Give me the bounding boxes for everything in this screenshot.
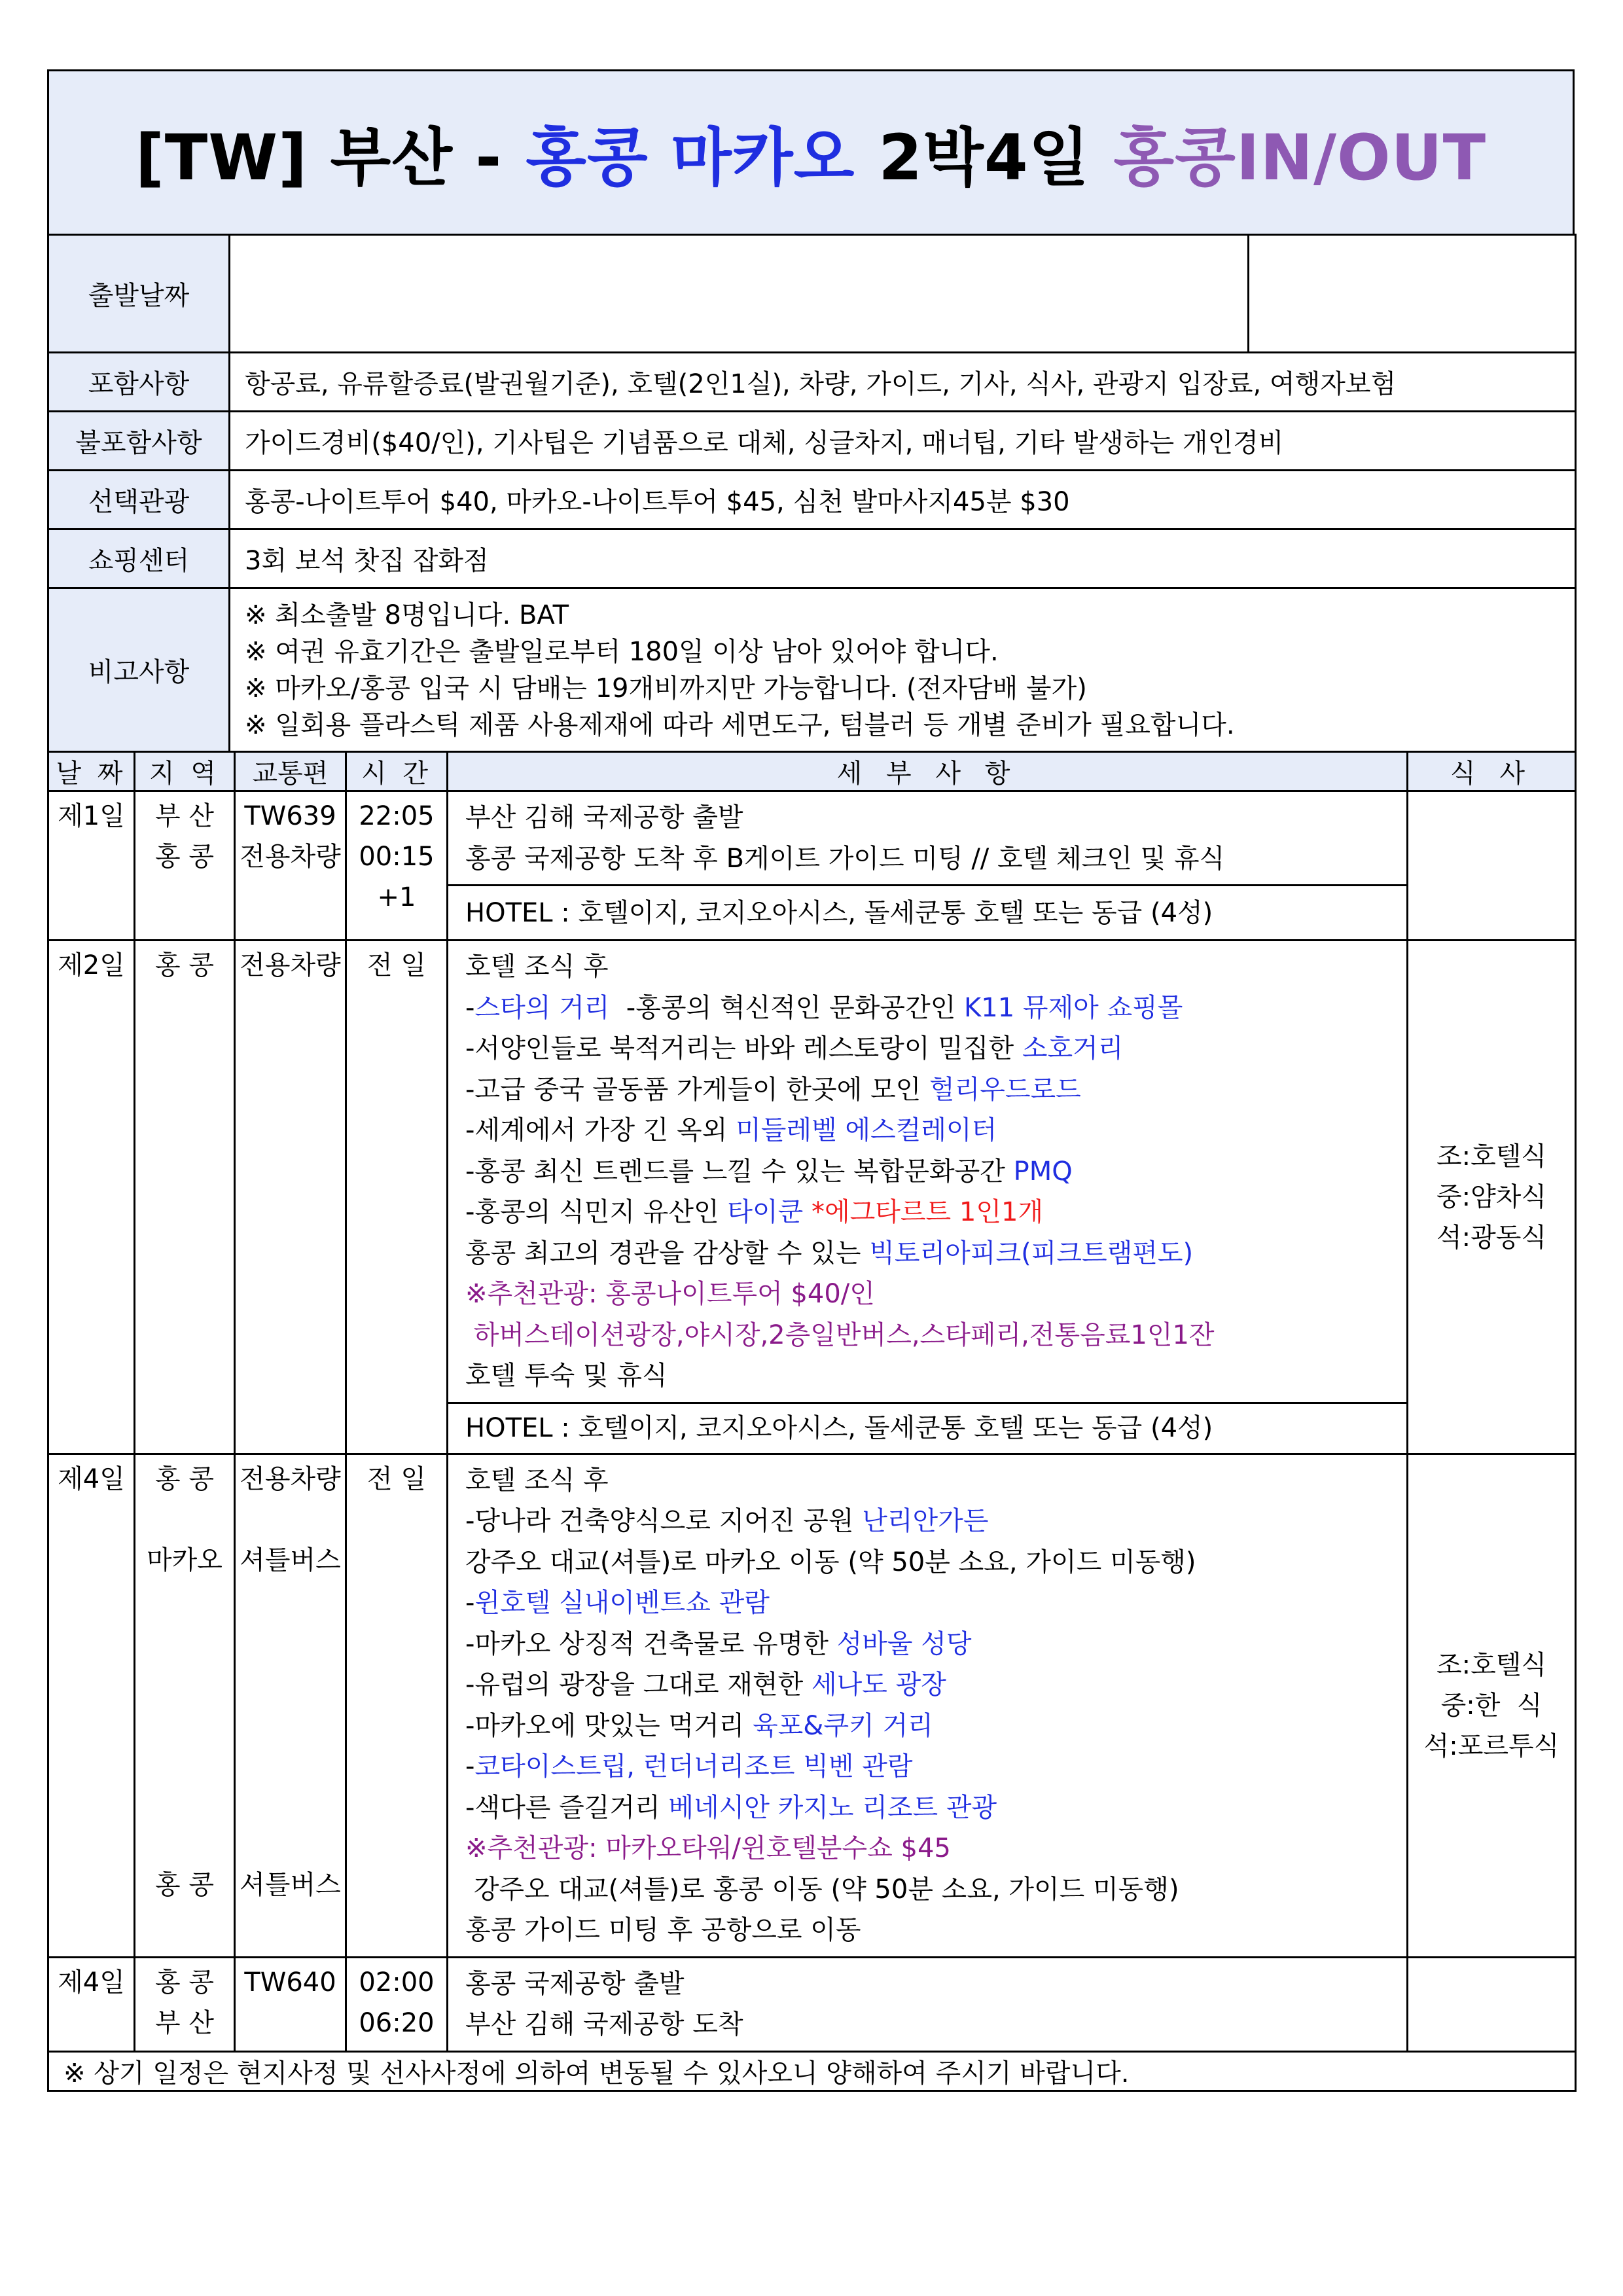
detail-text: -마카오에 맛있는 먹거리 [465,1710,753,1741]
title-part-inout: 홍콩IN/OUT [1113,120,1487,194]
meal-item: 중:한 식 [1440,1690,1543,1721]
day4-transport [235,1957,346,2051]
optional-value: 홍콩-나이트투어 $40, 마카오-나이트투어 $45, 심천 발마사지45분 $30 [230,471,1576,529]
detail-line [465,1028,1389,1069]
detail-line: 홍콩 국제공항 출발 [465,1968,685,1999]
recommended-tour: ※추천관광: 마카오타워/윈호텔분수쇼 $45 [465,1833,951,1863]
day2-meals [1408,941,1576,1454]
detail-line [465,1192,1389,1233]
detail-line: 홍콩 가이드 미팅 후 공항으로 이동 [465,1915,861,1945]
time-item: 전 일 [367,950,426,980]
detail-line: 호텔 조식 후 [465,1465,609,1496]
remarks-list [230,588,1576,752]
detail-line [465,1151,1389,1193]
meal-item: 조:호텔식 [1436,1649,1547,1680]
detail-line [465,1664,1389,1706]
attraction-wynn-show: 윈호텔 실내이벤트쇼 관람 [474,1588,770,1618]
transport-item: 셔틀버스 [240,1545,341,1575]
recommended-tour-detail: 하버스테이션광장,야시장,2층일반버스,스타페리,전통음료1인1잔 [465,1319,1215,1350]
day3-region [135,1454,235,1957]
detail-line [465,1706,1389,1747]
detail-text: -마카오 상징적 건축물로 유명한 [465,1628,837,1659]
departure-label: 출발날짜 [48,235,230,353]
info-table [47,234,1577,753]
transport-item: 셔틀버스 [240,1869,341,1900]
attraction-st-paul: 성바울 성당 [836,1628,972,1659]
schedule-header [48,752,1576,791]
recommended-tour: ※추천관광: 홍콩나이트투어 $40/인 [465,1279,875,1309]
header-details: 세 부 사 항 [448,752,1408,791]
detail-text: -홍콩 최신 트렌드를 느낄 수 있는 복합문화공간 [465,1156,1014,1187]
transport-item: 전용차량 [240,1463,341,1494]
transport-item: TW639 [244,801,336,831]
region-item: 홍 콩 [155,1967,214,1998]
day3-row [48,1454,1576,1957]
detail-text: -고급 중국 골동품 가게들이 한곳에 모인 [465,1074,929,1105]
excluded-row [48,412,1576,471]
day2-day: 제2일 [48,941,135,1454]
detail-text: 홍콩 최고의 경관을 감상할 수 있는 [465,1238,870,1268]
excluded-value: 가이드경비($40/인), 기사팁은 기념품으로 대체, 싱글차지, 매너팁, 기타 발생하는 개인경비 [230,412,1576,471]
region-item: 홍 콩 [155,842,214,872]
region-item: 부 산 [155,2007,214,2038]
region-item: 홍 콩 [155,1463,214,1494]
detail-line [465,1787,1389,1829]
time-item: 전 일 [367,1463,426,1494]
detail-line: 강주오 대교(셔틀)로 홍콩 이동 (약 50분 소요, 가이드 미동행) [465,1874,1179,1905]
included-value: 항공료, 유류할증료(발권월기준), 호텔(2인1실), 차량, 가이드, 기사, 식사, 관광지 입장료, 여행자보험 [230,353,1576,412]
detail-line [465,1110,1389,1151]
transport-item: 전용차량 [240,950,341,980]
detail-line: 부산 김해 국제공항 출발 [465,802,743,833]
day2-hotel: HOTEL : 호텔이지, 코지오아시스, 돌세쿤통 호텔 또는 동급 (4성) [448,1403,1408,1454]
detail-text: - [465,992,475,1023]
header-day: 날 짜 [48,752,135,791]
detail-line [465,1069,1389,1111]
departure-row [48,235,1576,353]
detail-line: 홍콩 국제공항 도착 후 B게이트 가이드 미팅 // 호텔 체크인 및 휴식 [465,843,1225,874]
time-item: 22:05 [359,801,435,831]
remark-item: ※ 여권 유효기간은 출발일로부터 180일 이상 남아 있어야 합니다. [245,636,999,667]
optional-label: 선택관광 [48,471,230,529]
detail-line [465,1583,1389,1624]
detail-text: -서양인들로 북적거리는 바와 레스토랑이 밀집한 [465,1033,1022,1064]
detail-line [465,988,1389,1029]
day3-time [346,1454,448,1957]
region-item: 부 산 [155,801,214,831]
meal-item: 석:포르투식 [1423,1731,1560,1761]
attraction-tai-kwun: 타이쿤 [727,1197,804,1227]
day4-day: 제4일 [48,1957,135,2051]
day2-row [48,941,1576,1403]
detail-line: 부산 김해 국제공항 도착 [465,2009,743,2039]
attraction-victoria-peak: 빅토리아피크(피크트램편도) [869,1238,1194,1268]
attraction-senado-square: 세나도 광장 [811,1670,946,1700]
day2-transport [235,941,346,1454]
attraction-food-street: 육포&쿠키 거리 [752,1710,933,1741]
shopping-label: 쇼핑센터 [48,529,230,588]
transport-item: 전용차량 [240,842,341,872]
time-item: 00:15 [359,842,435,872]
detail-line [465,1624,1389,1665]
title-part-route: [TW] 부산 - [135,120,503,194]
header-transport: 교통편 [235,752,346,791]
attraction-nan-lian-garden: 난리안가든 [862,1506,989,1536]
day2-region [135,941,235,1454]
attraction-escalator: 미들레벨 에스컬레이터 [736,1115,997,1145]
day3-day: 제4일 [48,1454,135,1957]
remark-item: ※ 최소출발 8명입니다. BAT [245,600,569,630]
day1-time [346,791,448,941]
region-item: 마카오 [147,1545,223,1575]
attraction-star-avenue: 스타의 거리 [474,992,610,1023]
attraction-venetian: 베네시안 카지노 리조트 관광 [668,1792,997,1823]
meal-item: 조:호텔식 [1436,1141,1547,1172]
included-row [48,353,1576,412]
remark-item: ※ 마카오/홍콩 입국 시 담배는 19개비까지만 가능합니다. (전자담배 불가) [245,673,1087,704]
region-item: 홍 콩 [155,950,214,980]
day1-meals [1408,791,1576,941]
day3-details [448,1454,1408,1957]
day4-row [48,1957,1576,2051]
day1-row [48,791,1576,886]
shopping-value: 3회 보석 찻집 잡화점 [230,529,1576,588]
detail-text: -색다른 즐길거리 [465,1792,669,1823]
shopping-row [48,529,1576,588]
time-item: 02:00 [359,1967,435,1998]
day4-region [135,1957,235,2051]
attraction-soho: 소호거리 [1022,1033,1124,1064]
day4-time [346,1957,448,2051]
attraction-cotai-strip: 코타이스트립, 런더너리조트 빅벤 관람 [474,1751,913,1782]
day2-time [346,941,448,1454]
remarks-row [48,588,1576,752]
day1-transport [235,791,346,941]
page-title [47,69,1575,236]
itinerary-sheet [47,69,1575,2092]
attraction-k11-musea: K11 뮤제아 쇼핑몰 [964,992,1183,1023]
title-part-destinations: 홍콩 마카오 [526,120,855,194]
transport-item: TW640 [244,1967,336,1998]
header-time: 시 간 [346,752,448,791]
time-item: 06:20 [359,2007,435,2038]
detail-line [465,1233,1389,1274]
day1-day: 제1일 [48,791,135,941]
detail-line: 강주오 대교(셔틀)로 마카오 이동 (약 50분 소요, 가이드 미동행) [465,1547,1196,1577]
excluded-label: 불포함사항 [48,412,230,471]
day1-details [448,791,1408,886]
egg-tart-note: *에그타르트 1인1개 [803,1197,1044,1227]
day4-details [448,1957,1408,2051]
detail-text: - [465,1588,475,1618]
detail-text: -유럽의 광장을 그대로 재현한 [465,1670,812,1700]
title-part-duration: 2박4일 [878,120,1090,194]
detail-text: - [465,1751,475,1782]
optional-row [48,471,1576,529]
attraction-hollywood-road: 헐리우드로드 [929,1074,1081,1105]
day2-details [448,941,1408,1403]
detail-line: 호텔 조식 후 [465,952,609,982]
meal-item: 중:얌차식 [1436,1181,1547,1212]
schedule-table [47,751,1577,2092]
day4-meals [1408,1957,1576,2051]
day1-region [135,791,235,941]
day1-hotel: HOTEL : 호텔이지, 코지오아시스, 돌세쿤통 호텔 또는 동급 (4성) [448,886,1408,941]
detail-line: 호텔 투숙 및 휴식 [465,1361,668,1391]
detail-line [465,1501,1389,1542]
header-meals: 식 사 [1408,752,1576,791]
departure-value [230,235,1249,353]
remark-item: ※ 일회용 플라스틱 제품 사용제재에 따라 세면도구, 텀블러 등 개별 준비가 필요합니다. [245,709,1235,740]
header-region: 지 역 [135,752,235,791]
detail-text: -홍콩의 식민지 유산인 [465,1197,728,1227]
attraction-pmq: PMQ [1013,1156,1073,1187]
detail-text: -당나라 건축양식으로 지어진 공원 [465,1506,863,1536]
departure-extra [1249,235,1576,353]
included-label: 포함사항 [48,353,230,412]
footer-row [48,2051,1576,2090]
region-item: 홍 콩 [155,1869,214,1900]
remarks-label: 비고사항 [48,588,230,752]
detail-text: -세계에서 가장 긴 옥외 [465,1115,736,1145]
detail-line [465,1746,1389,1787]
time-item: +1 [377,882,416,912]
day3-transport [235,1454,346,1957]
detail-text: -홍콩의 혁신적인 문화공간인 [609,992,965,1023]
footer-note: ※ 상기 일정은 현지사정 및 선사사정에 의하여 변동될 수 있사오니 양해하여 주시기 바랍니다. [48,2051,1576,2090]
day3-meals [1408,1454,1576,1957]
meal-item: 석:광동식 [1436,1222,1547,1253]
